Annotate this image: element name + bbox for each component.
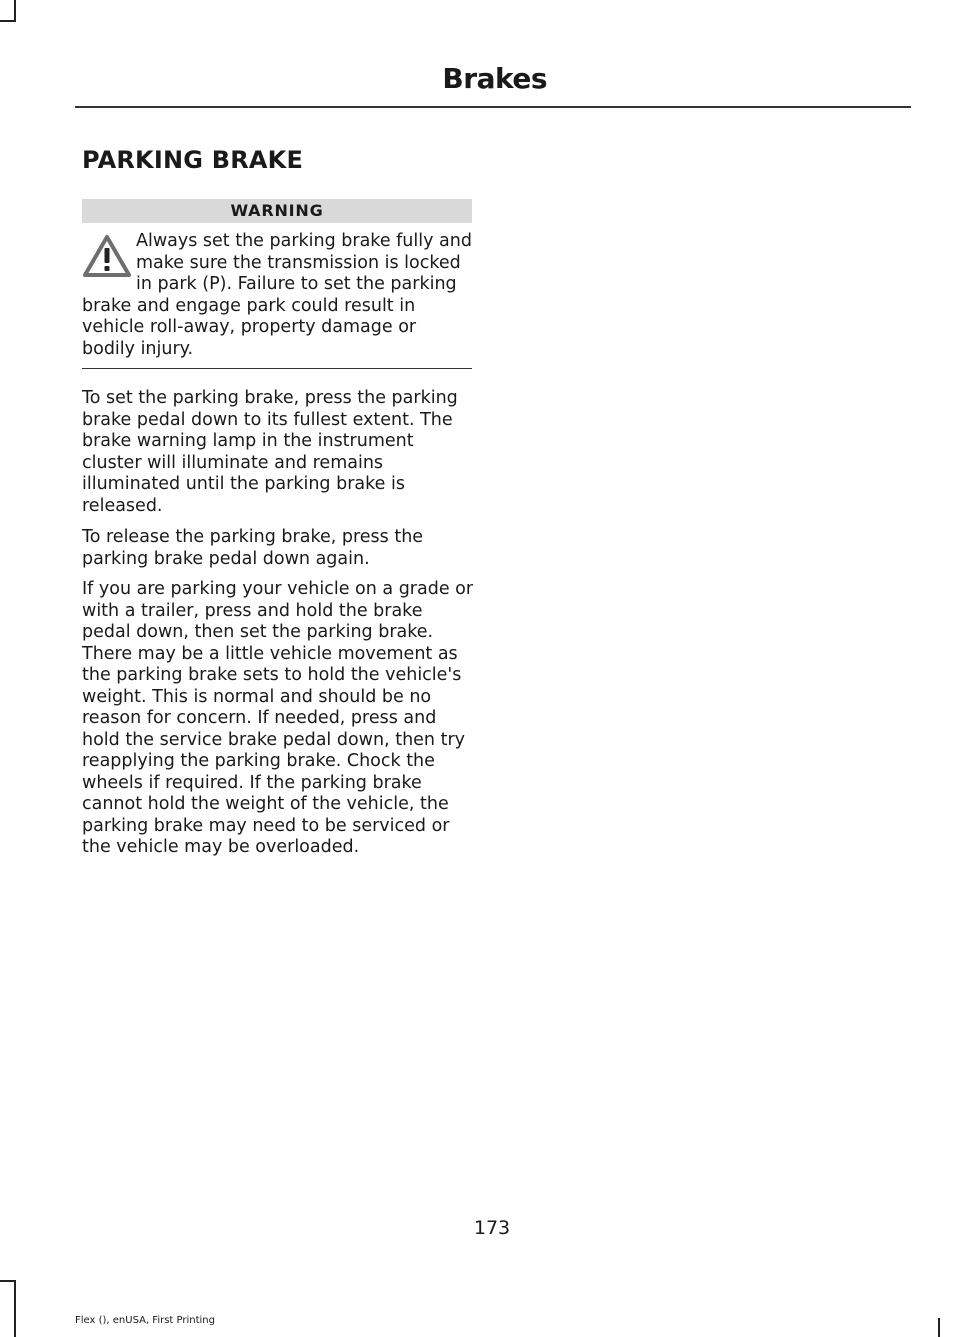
warning-label: WARNING — [82, 199, 472, 223]
chapter-title: Brakes — [442, 62, 547, 95]
section-heading: PARKING BRAKE — [82, 146, 304, 174]
page-number: 173 — [473, 1217, 511, 1239]
crop-mark-top-left-horizontal — [0, 20, 16, 22]
crop-mark-bottom-right-vertical — [938, 1318, 940, 1337]
paragraph-set-parking-brake: To set the parking brake, press the parking brake pedal down to its fullest extent. The brake warning lamp in the instrument cluster will illuminate and remains illuminated until the parking brake is released. — [82, 388, 458, 516]
crop-mark-bottom-left-horizontal — [0, 1280, 16, 1282]
paragraph-release-parking-brake: To release the parking brake, press the parking brake pedal down again. — [82, 527, 424, 569]
footer-edition: Flex (), enUSA, First Printing — [75, 1315, 215, 1326]
crop-mark-bottom-left-vertical — [14, 1280, 16, 1337]
warning-text: Always set the parking brake fully and make sure the transmission is locked in park (P). Failure to set the parking brake and engage park could result in vehicle roll-away, property damage or bodily injury. — [82, 231, 472, 359]
warning-divider — [82, 368, 472, 369]
header-divider — [75, 106, 911, 108]
crop-mark-top-left-vertical — [14, 0, 16, 22]
paragraph-grade-parking: If you are parking your vehicle on a grade or with a trailer, press and hold the brake pedal down, then set the parking brake. There may be a little vehicle movement as the parking brake sets to hold the vehicle's weight. This is normal and should be no reason for concern. If needed, press and hold the service brake pedal down, then try reapplying the parking brake. Chock the wheels if required. If the parking brake cannot hold the weight of the vehicle, the parking brake may need to be serviced or the vehicle may be overloaded. — [82, 579, 474, 857]
